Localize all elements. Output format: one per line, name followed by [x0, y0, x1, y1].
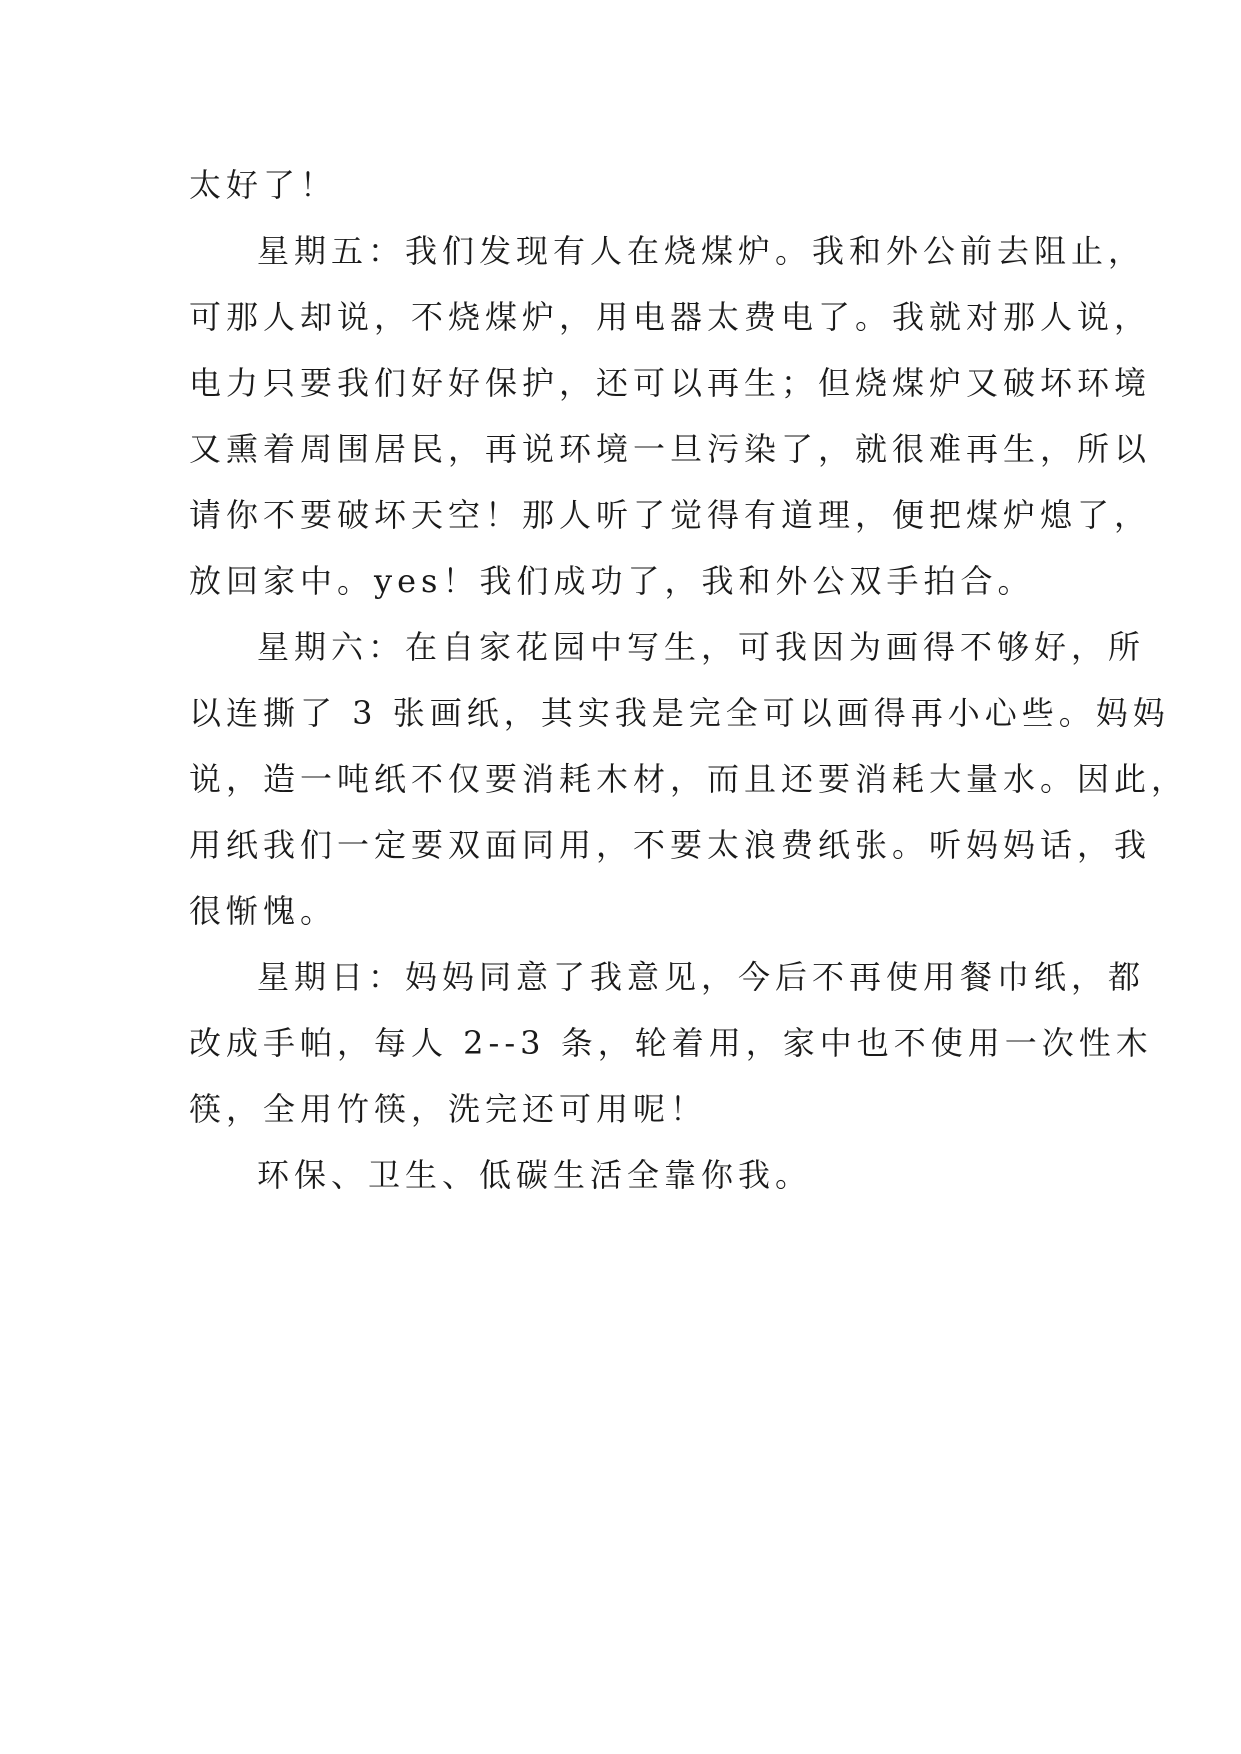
text-line: 放回家中。yes！我们成功了，我和外公双手拍合。	[189, 562, 1035, 600]
text-line: 又熏着周围居民，再说环境一旦污染了，就很难再生，所以	[189, 430, 1152, 468]
paragraph-friday-start: 星期五：我们发现有人在烧煤炉。我和外公前去阻止，	[257, 232, 1146, 270]
paragraph-saturday-start: 星期六：在自家花园中写生，可我因为画得不够好，所	[257, 628, 1146, 666]
text-line: 很惭愧。	[189, 892, 338, 930]
text-line: 筷，全用竹筷，洗完还可用呢！	[189, 1090, 708, 1128]
text-line: 改成手帕，每人 2--3 条，轮着用，家中也不使用一次性木	[189, 1024, 1153, 1062]
text-line: 请你不要破坏天空！那人听了觉得有道理，便把煤炉熄了，	[189, 496, 1152, 534]
document-body	[189, 152, 1189, 1208]
paragraph-sunday-start: 星期日：妈妈同意了我意见，今后不再使用餐巾纸，都	[257, 958, 1146, 996]
text-line: 电力只要我们好好保护，还可以再生；但烧煤炉又破坏环境	[189, 364, 1152, 402]
paragraph-closing: 环保、卫生、低碳生活全靠你我。	[257, 1156, 813, 1194]
text-line: 说，造一吨纸不仅要消耗木材，而且还要消耗大量水。因此，	[189, 760, 1189, 798]
text-line: 可那人却说，不烧煤炉，用电器太费电了。我就对那人说，	[189, 298, 1152, 336]
text-line: 以连撕了 3 张画纸，其实我是完全可以画得再小心些。妈妈	[189, 694, 1170, 732]
text-line: 用纸我们一定要双面同用，不要太浪费纸张。听妈妈话，我	[189, 826, 1152, 864]
text-line: 太好了！	[189, 166, 338, 204]
